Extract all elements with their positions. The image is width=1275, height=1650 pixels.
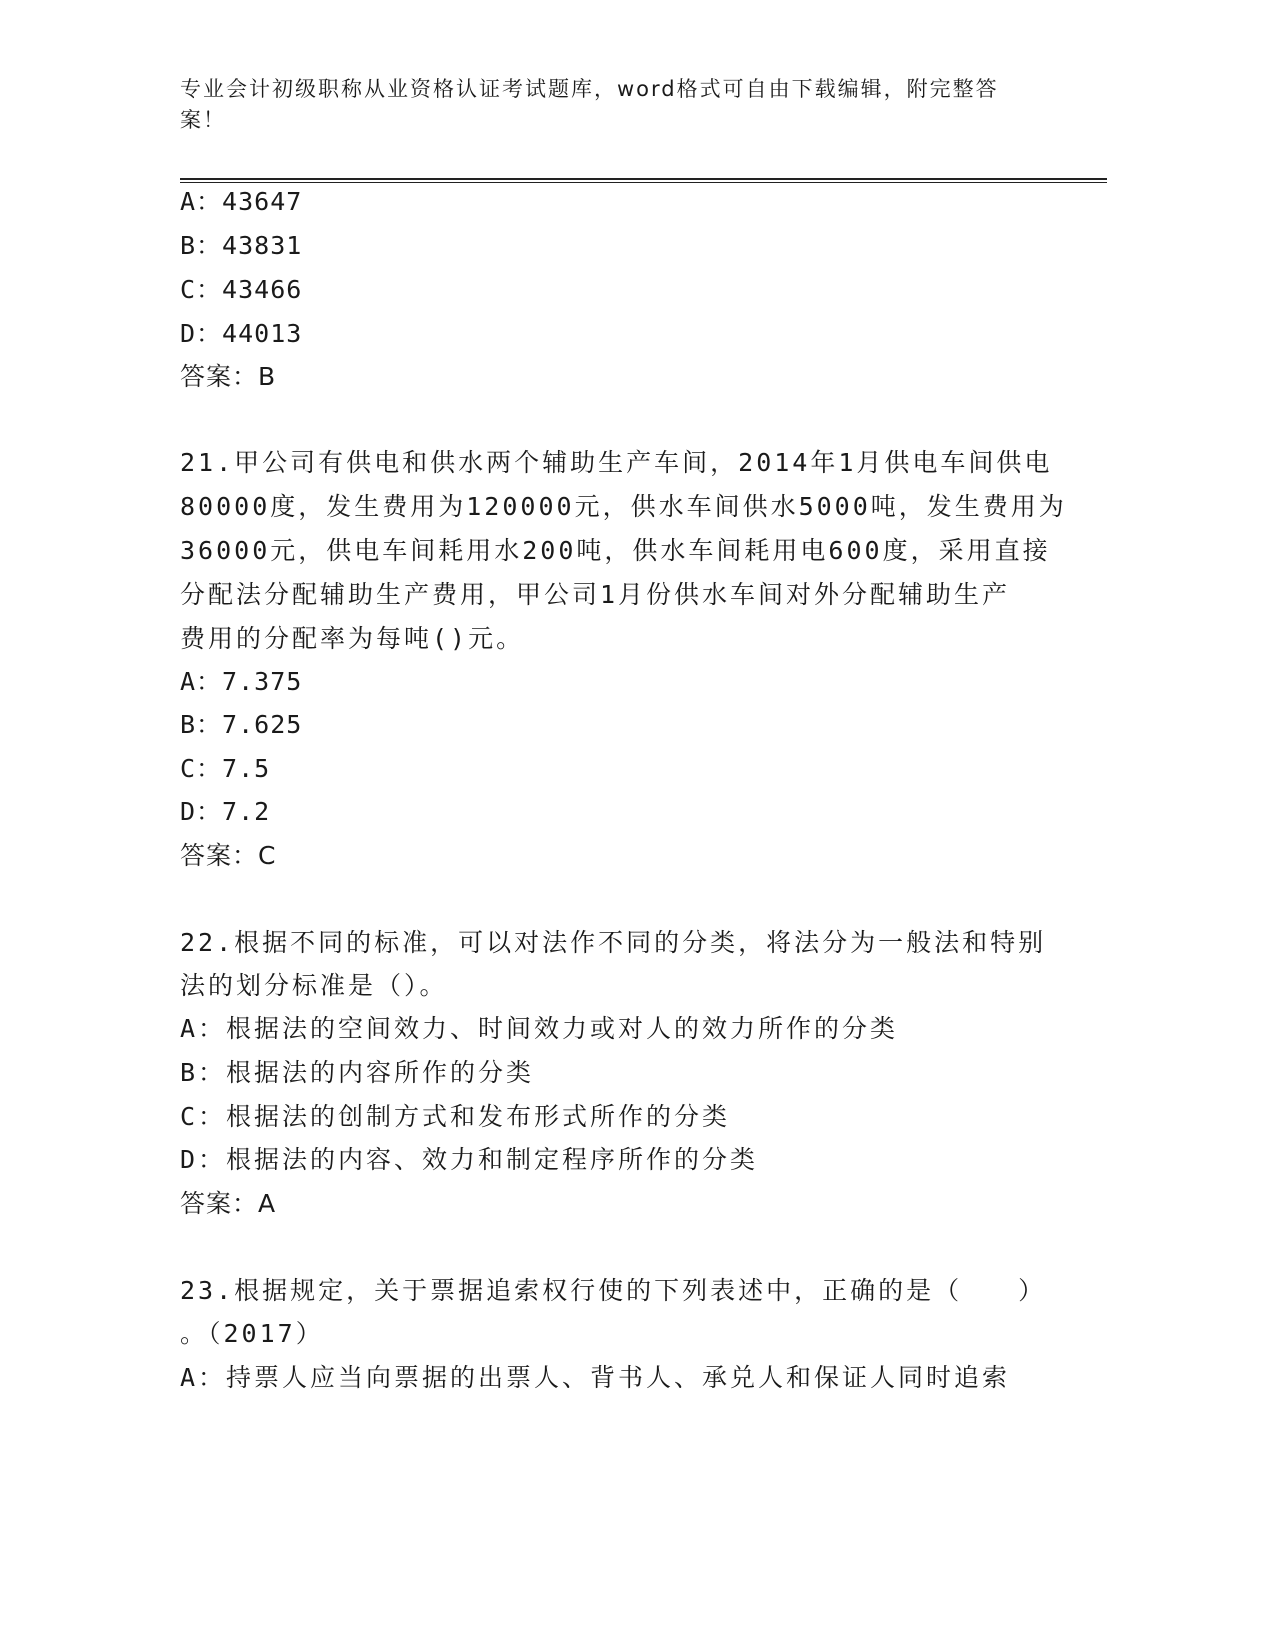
q21-option-b: B：7.625 [180, 710, 303, 739]
q20-option-b: B：43831 [180, 231, 303, 260]
q22-option-a: A：根据法的空间效力、时间效力或对人的效力所作的分类 [180, 1014, 899, 1043]
q21-option-d: D：7.2 [180, 797, 271, 826]
q21-stem-line-2: 80000度，发生费用为120000元，供水车间供水5000吨，发生费用为 [180, 492, 1067, 521]
header-divider [180, 178, 1107, 180]
q20-option-d: D：44013 [180, 319, 303, 348]
q22-option-b: B：根据法的内容所作的分类 [180, 1058, 535, 1087]
q21-answer: 答案：C [180, 841, 277, 870]
q20-option-a: A：43647 [180, 187, 303, 216]
q23-option-a: A：持票人应当向票据的出票人、背书人、承兑人和保证人同时追索 [180, 1363, 1011, 1392]
q21-stem-line-1: 21.甲公司有供电和供水两个辅助生产车间，2014年1月供电车间供电 [180, 448, 1053, 477]
q21-stem-line-5: 费用的分配率为每吨()元。 [180, 624, 525, 653]
q23-stem-line-2: 。（2017） [180, 1319, 324, 1348]
q20-option-c: C：43466 [180, 275, 303, 304]
q22-option-d: D：根据法的内容、效力和制定程序所作的分类 [180, 1145, 759, 1174]
q22-stem-line-1: 22.根据不同的标准，可以对法作不同的分类，将法分为一般法和特别 [180, 928, 1047, 957]
q22-answer: 答案：A [180, 1189, 277, 1218]
q20-answer: 答案：B [180, 362, 277, 391]
page-header: 专业会计初级职称从业资格认证考试题库，word格式可自由下载编辑，附完整答案！ [180, 77, 999, 132]
q22-option-c: C：根据法的创制方式和发布形式所作的分类 [180, 1102, 731, 1131]
q22-stem-line-2: 法的划分标准是（）。 [180, 971, 448, 1000]
q23-stem-line-1: 23.根据规定，关于票据追索权行使的下列表述中，正确的是（ ） [180, 1276, 1047, 1305]
header-divider-thin [180, 182, 1107, 183]
q21-stem-line-4: 分配法分配辅助生产费用，甲公司1月份供水车间对外分配辅助生产 [180, 580, 1011, 609]
q21-stem-line-3: 36000元，供电车间耗用水200吨，供水车间耗用电600度，采用直接 [180, 536, 1051, 565]
q21-option-a: A：7.375 [180, 667, 303, 696]
q21-option-c: C：7.5 [180, 754, 271, 783]
